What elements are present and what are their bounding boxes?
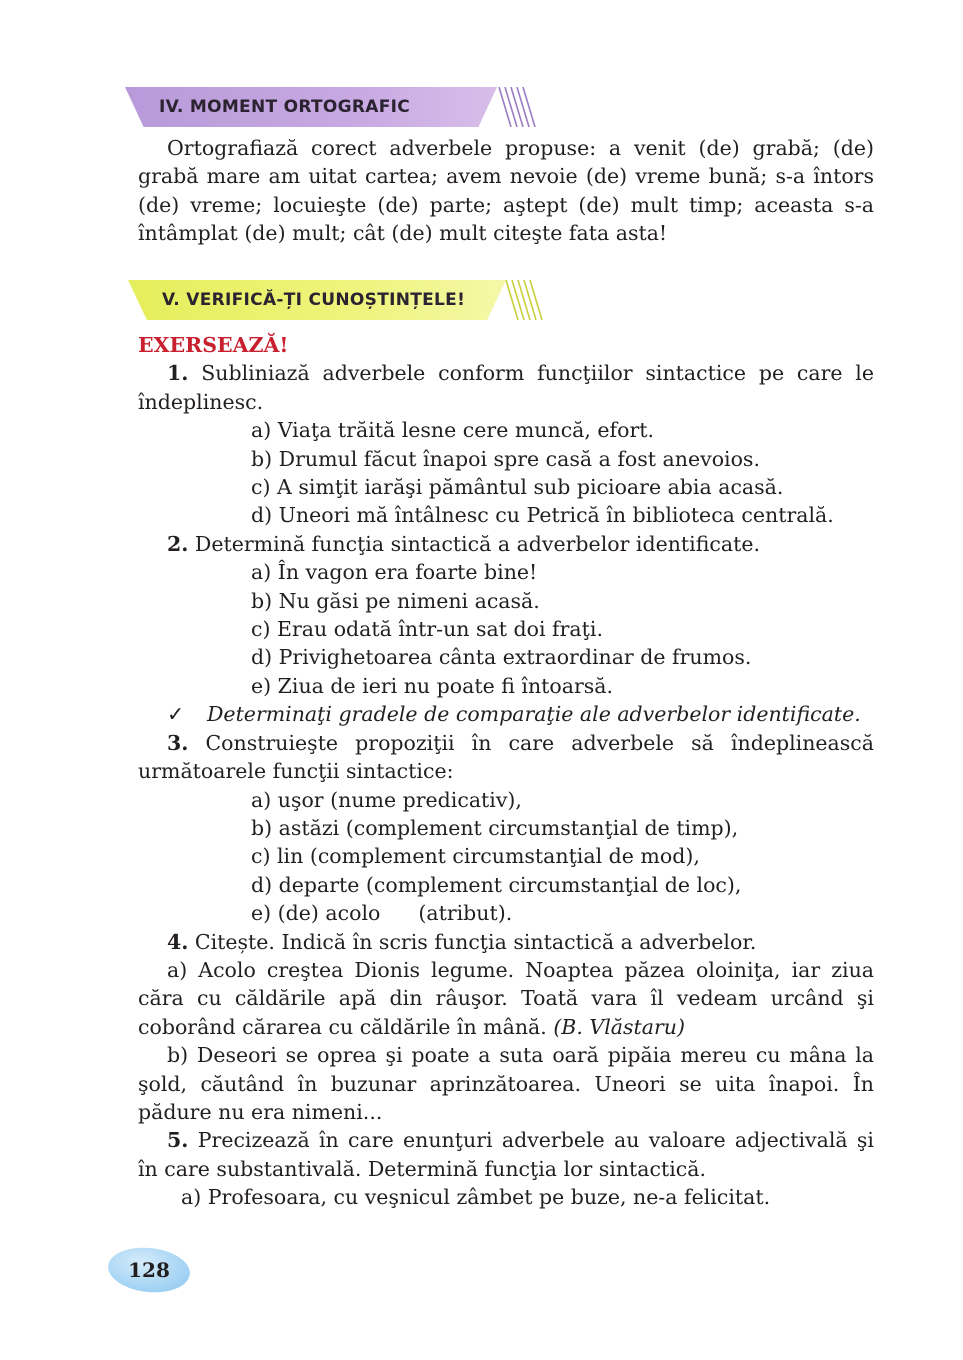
exercise-4: [138, 928, 874, 956]
exercise-5-text: Precizează în care enunţuri adverbele au valoare adjectivală şi în care substantivală. Determină funcţia lor sintactică.: [138, 1128, 874, 1181]
list-item-part: (atribut).: [418, 901, 513, 926]
page-number-badge: [108, 1248, 190, 1296]
exercise-4-text-b: b) Deseori se oprea şi poate a suta oară pipăia mereu cu mâna la şold, căutând în buzunar aprinzătoarea. Uneori se uita înapoi. În pădure nu era nimeni...: [138, 1043, 874, 1124]
banner-stripes-decoration: [497, 87, 537, 127]
list-item: b) astăzi (complement circumstanţial de timp),: [251, 815, 739, 840]
exercise-number: 1.: [167, 361, 189, 386]
passage-text: a) Acolo creştea Dionis legume. Noaptea păzea oloiniţa, iar ziua căra cu căldările apă din râuşor. Toată vara îl vedeam urcând şi coborând cărarea cu căldările în mână.: [138, 957, 874, 1039]
banner-stripes-decoration: [504, 280, 546, 320]
list-item: c) Erau odată într-un sat doi fraţi.: [251, 617, 603, 642]
section-banner-moment-ortografic: [125, 87, 535, 127]
section-banner-verifica: [128, 280, 544, 320]
list-item: c) A simţit iarăşi pământul sub picioare abia acasă.: [251, 475, 784, 500]
list-item-part: e) (de) acolo: [251, 901, 381, 926]
list-item: c) lin (complement circumstanţial de mod),: [251, 844, 700, 869]
list-item: b) Drumul făcut înapoi spre casă a fost anevoios.: [251, 446, 760, 471]
exercise-number: 2.: [167, 531, 189, 556]
exercise-4-text: Citește. Indică în scris funcţia sintactică a adverbelor.: [188, 929, 757, 954]
list-item: [138, 899, 874, 927]
list-item: e) Ziua de ieri nu poate fi întoarsă.: [251, 673, 614, 698]
list-item: a) Profesoara, cu veşnicul zâmbet pe buze, ne-a felicitat.: [181, 1185, 771, 1210]
exercises-block: [138, 331, 874, 1212]
exercise-4-text-a: [138, 956, 874, 1041]
list-item: a) Viaţa trăită lesne cere muncă, efort.: [251, 418, 655, 443]
checkmark-task-text: Determinaţi gradele de comparaţie ale adverbelor identificate.: [207, 702, 861, 727]
exercise-3: [138, 729, 874, 786]
exercise-2-text: Determină funcţia sintactică a adverbelor identificate.: [188, 531, 760, 556]
exercise-1-text: Subliniază adverbele conform funcţiilor sintactice pe care le îndeplinesc.: [138, 361, 874, 414]
passage-source: (B. Vlăstaru): [553, 1014, 685, 1039]
exercise-number: 4.: [167, 929, 189, 954]
exercise-1: [138, 359, 874, 416]
list-item: d) Privighetoarea cânta extraordinar de frumos.: [251, 645, 752, 670]
checkmark-task: [138, 700, 874, 728]
checkmark-icon: ✓: [167, 702, 185, 727]
exercise-number: 5.: [167, 1128, 189, 1153]
exercise-5: [138, 1126, 874, 1183]
section-title: IV. MOMENT ORTOGRAFIC: [159, 97, 411, 117]
page-number: 128: [128, 1258, 170, 1282]
list-item: b) Nu găsi pe nimeni acasă.: [251, 588, 540, 613]
list-item: d) Uneori mă întâlnesc cu Petrică în biblioteca centrală.: [251, 503, 834, 528]
exerseaza-heading: EXERSEAZĂ!: [138, 333, 289, 357]
exercise-3-text: Construieşte propoziţii în care adverbele să îndeplinească următoarele funcţii sintactice:: [138, 730, 874, 784]
ortografic-paragraph: Ortografiază corect adverbele propuse: a venit (de) grabă; (de) grabă mare am uitat cartea; avem nevoie (de) vreme bună; s-a întors (de) vreme; locuieşte (de) parte; aştept (de) mult timp; aceasta s-a întâmplat (de) mult; cât (de) mult citeşte fata asta!: [138, 136, 874, 246]
exercise-number: 3.: [167, 730, 189, 755]
list-item: a) uşor (nume predicativ),: [251, 787, 522, 812]
section-title: V. VERIFICĂ-ȚI CUNOȘTINȚELE!: [162, 290, 466, 310]
list-item: a) În vagon era foarte bine!: [251, 560, 538, 585]
exercise-2: [138, 530, 874, 558]
list-item: d) departe (complement circumstanţial de loc),: [251, 872, 742, 897]
